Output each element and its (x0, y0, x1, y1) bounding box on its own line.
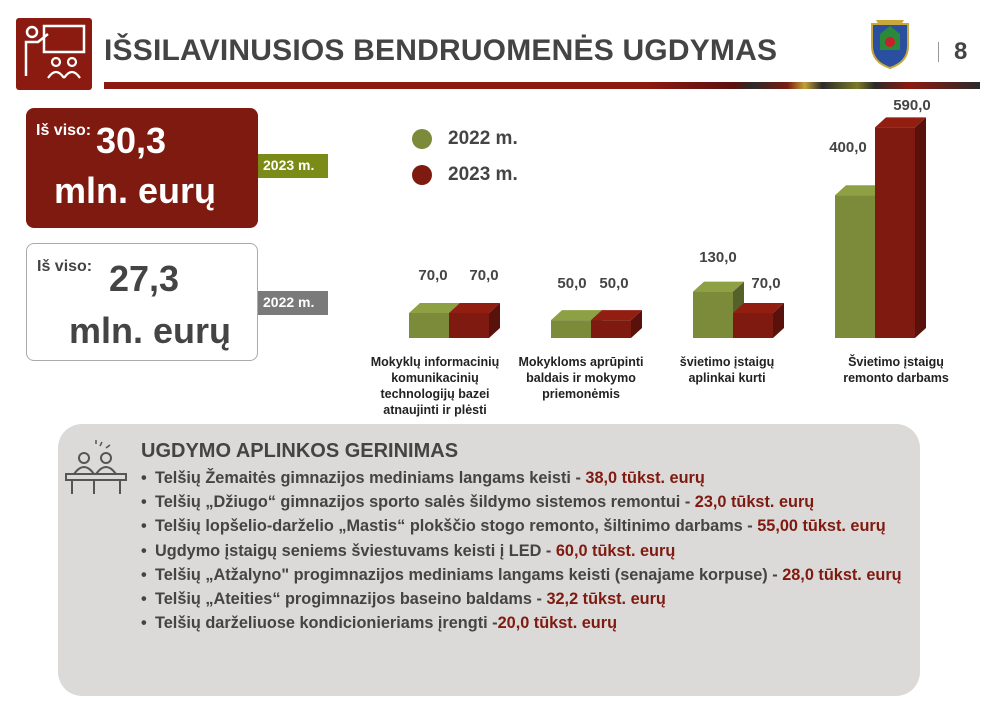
bar-0-1 (449, 313, 489, 338)
list-item-amount: 38,0 tūkst. eurų (585, 469, 705, 487)
total-2022-label: Iš viso: (37, 258, 93, 275)
bar-side-1-0 (591, 310, 602, 338)
bar-top-0-1 (449, 303, 500, 313)
bar-top-3-0 (835, 185, 886, 195)
bar-side-1-1 (631, 310, 642, 338)
bar-side-2-0 (733, 282, 744, 338)
data-label-2-0: 130,0 (699, 249, 737, 266)
bar-3-0 (835, 195, 875, 338)
bar-3-1 (875, 127, 915, 338)
data-label-0-0: 70,0 (418, 267, 448, 284)
total-2023-label: Iš viso: (36, 122, 92, 139)
list-item-amount: 20,0 tūkst. eurų (497, 614, 618, 633)
data-label-3-0: 400,0 (829, 139, 867, 156)
data-label-2-1: 70,0 (751, 275, 781, 292)
legend-label-2022: 2022 m. (448, 128, 518, 149)
list-item (141, 587, 941, 611)
bar-0-0 (409, 313, 449, 338)
legend-item-2022 (412, 128, 518, 150)
list-item-amount: 28,0 tūkst. eurų (782, 565, 902, 584)
list-item-amount: 32,2 tūkst. eurų (546, 590, 666, 609)
list-item (141, 514, 941, 538)
total-2023-unit: mln. eurų (54, 170, 217, 211)
data-label-1-0: 50,0 (557, 275, 587, 292)
list-item-text: Telšių „Džiugo“ gimnazijos sporto salės šildymo sistemos remontui - (155, 493, 695, 512)
list-item-amount: 60,0 tūkst. eurų (555, 541, 676, 560)
list-item-amount: 55,00 tūkst. eurų (757, 517, 886, 536)
improvement-list (141, 466, 941, 635)
header-divider (104, 82, 980, 89)
page-title: IŠSILAVINUSIOS BENDRUOMENĖS UGDYMAS (104, 34, 778, 67)
bar-top-3-1 (875, 117, 926, 127)
list-item (141, 563, 941, 587)
total-2022-unit: mln. eurų (69, 310, 232, 351)
data-label-3-1: 590,0 (893, 97, 931, 114)
legend-label-2023: 2023 m. (448, 164, 518, 185)
list-item (141, 539, 941, 563)
bar-side-2-1 (773, 303, 784, 338)
bar-side-3-0 (875, 185, 886, 338)
bar-side-3-1 (915, 117, 926, 338)
bar-top-0-0 (409, 303, 460, 313)
list-item (141, 611, 941, 635)
total-2022-amount: 27,3 (109, 258, 180, 299)
list-item-text: Telšių lopšelio-darželio „Mastis“ plokščio stogo remonto, šiltinimo darbams - (155, 517, 758, 536)
list-item-text: Telšių darželiuose kondicionieriams įrengti - (155, 614, 498, 633)
teacher-classroom-icon (16, 18, 92, 90)
data-label-1-1: 50,0 (599, 275, 629, 292)
bar-side-0-1 (489, 303, 500, 338)
total-2023-box (26, 108, 258, 228)
bar-top-2-1 (733, 303, 784, 313)
total-2023-amount: 30,3 (96, 120, 167, 161)
list-item-amount: 23,0 tūkst. eurų (694, 493, 815, 512)
page-number: 8 (954, 38, 968, 65)
category-label-environment: švietimo įstaigų aplinkai kurti (679, 355, 775, 385)
legend-dot-2023 (412, 165, 432, 185)
panel-title: UGDYMO APLINKOS GERINIMAS (141, 440, 459, 462)
total-2022-box (26, 243, 258, 361)
list-item-text: Telšių „Atžalyno" progimnazijos mediniams langams keisti (senajame korpuse) - (155, 565, 783, 584)
bar-2-1 (733, 313, 773, 338)
bar-side-0-0 (449, 303, 460, 338)
list-item (141, 466, 941, 490)
list-item-text: Telšių Žemaitės gimnazijos mediniams langams keisti - (155, 469, 586, 487)
legend-item-2023 (412, 164, 518, 186)
category-label-repairs: Švietimo įstaigų remonto darbams (843, 355, 949, 385)
list-item (141, 490, 941, 514)
coat-of-arms-icon (866, 14, 914, 72)
legend-dot-2022 (412, 129, 432, 149)
bar-1-1 (591, 320, 631, 338)
list-item-text: Ugdymo įstaigų seniems šviestuvams keisti į LED - (155, 541, 556, 560)
bar-top-1-0 (551, 310, 602, 320)
data-label-0-1: 70,0 (469, 267, 499, 284)
year-badge-2023: 2023 m. (258, 154, 328, 178)
bar-top-1-1 (591, 310, 642, 320)
category-label-ict: Mokyklų informacinių komunikacinių technologijų bazei atnaujinti ir plėsti (370, 355, 500, 417)
list-item-text: Telšių „Ateities“ progimnazijos baseino baldams - (155, 590, 547, 609)
bar-top-2-0 (693, 282, 744, 292)
page-number-separator (938, 42, 939, 62)
category-label-furniture: Mokykloms aprūpinti baldais ir mokymo priemonėmis (518, 355, 644, 401)
bar-1-0 (551, 320, 591, 338)
students-desk-icon (60, 440, 132, 498)
bar-2-0 (693, 292, 733, 338)
year-badge-2022: 2022 m. (258, 291, 328, 315)
